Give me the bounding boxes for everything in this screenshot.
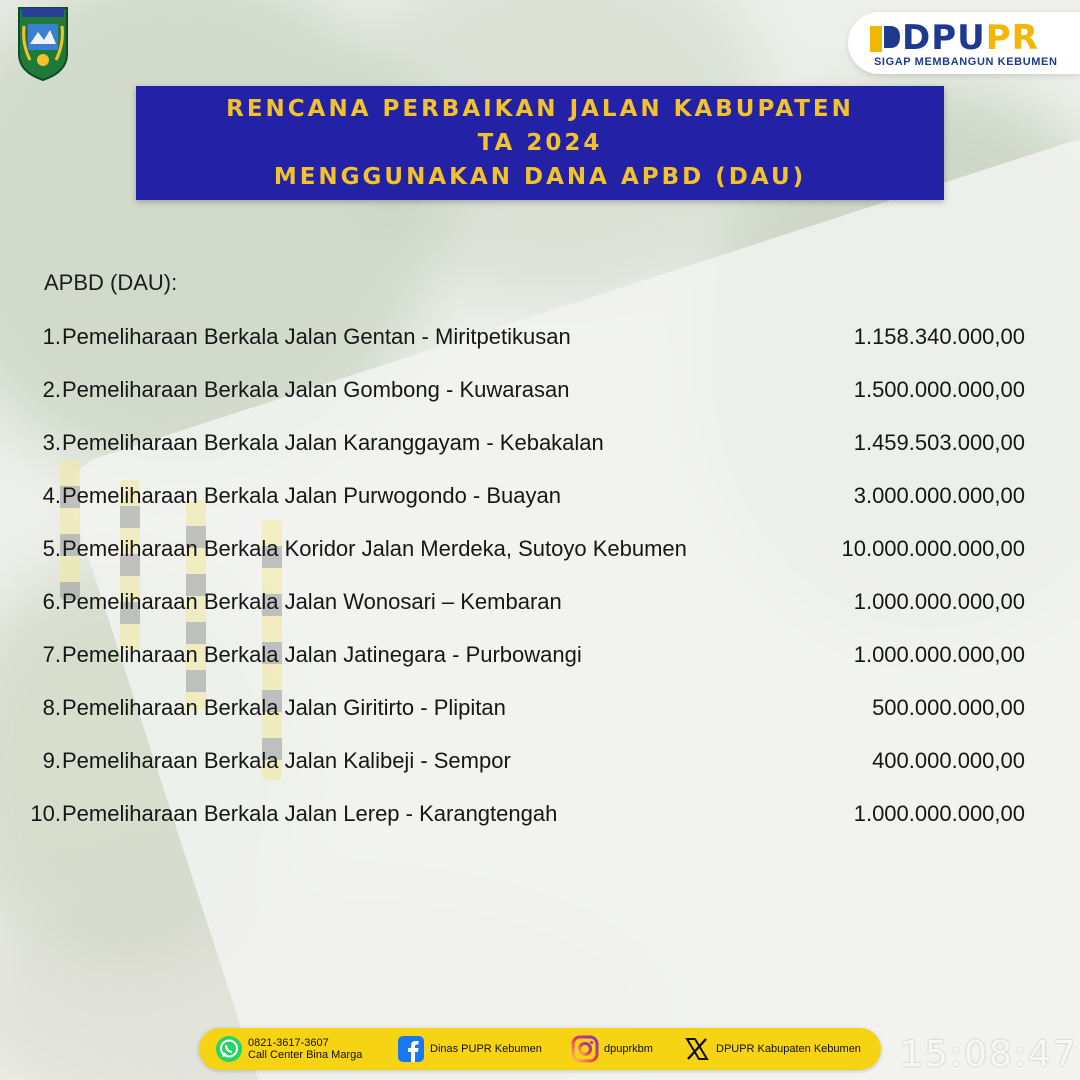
list-item (0, 471, 1080, 521)
dpupr-logo-icon (870, 24, 900, 59)
instagram-link[interactable] (571, 1028, 653, 1070)
title-line-2: TA 2024 (477, 130, 603, 156)
item-amount: 10.000.000.000,00 (841, 536, 1025, 561)
brand-tagline: SIGAP MEMBANGUN KEBUMEN (874, 56, 1058, 68)
item-number: 1. (42, 324, 61, 349)
item-name: Pemeliharaan Berkala Jalan Giritirto - Plipitan (62, 695, 506, 720)
list-item (0, 736, 1080, 786)
title-line-3: MENGGUNAKAN DANA APBD (DAU) (273, 164, 807, 190)
item-number: 5. (42, 536, 61, 561)
item-number: 3. (42, 430, 61, 455)
item-name: Pemeliharaan Berkala Jalan Lerep - Karangtengah (62, 801, 558, 826)
list-item (0, 365, 1080, 415)
item-amount: 1.158.340.000,00 (853, 324, 1025, 349)
call-center-label: Call Center Bina Marga (248, 1049, 363, 1061)
item-number: 2. (42, 377, 61, 402)
item-number: 9. (42, 748, 61, 773)
facebook-label: Dinas PUPR Kebumen (430, 1043, 542, 1055)
x-icon (683, 1035, 711, 1063)
item-name: Pemeliharaan Berkala Jalan Gentan - Miritpetikusan (62, 324, 571, 349)
item-number: 7. (42, 642, 61, 667)
item-name: Pemeliharaan Berkala Koridor Jalan Merdeka, Sutoyo Kebumen (62, 536, 687, 561)
item-name: Pemeliharaan Berkala Jalan Wonosari – Kembaran (62, 589, 562, 614)
item-name: Pemeliharaan Berkala Jalan Kalibeji - Sempor (62, 748, 511, 773)
list-item (0, 524, 1080, 574)
brand-wordmark: DPUPR (902, 18, 1039, 58)
section-label: APBD (DAU): (44, 270, 178, 295)
item-amount: 1.000.000.000,00 (853, 801, 1025, 826)
item-number: 6. (42, 589, 61, 614)
item-name: Pemeliharaan Berkala Jalan Gombong - Kuwarasan (62, 377, 570, 402)
page-title-banner (136, 86, 944, 200)
item-name: Pemeliharaan Berkala Jalan Jatinegara - Purbowangi (62, 642, 582, 667)
instagram-handle: dpuprkbm (604, 1043, 653, 1055)
item-amount: 1.000.000.000,00 (853, 589, 1025, 614)
item-name: Pemeliharaan Berkala Jalan Karanggayam - Kebakalan (62, 430, 604, 455)
item-amount: 400.000.000,00 (872, 748, 1025, 773)
list-item (0, 418, 1080, 468)
title-line-1: RENCANA PERBAIKAN JALAN KABUPATEN (226, 96, 854, 122)
item-name: Pemeliharaan Berkala Jalan Purwogondo - Buayan (62, 483, 561, 508)
item-amount: 1.459.503.000,00 (853, 430, 1025, 455)
facebook-icon (397, 1035, 425, 1063)
x-link[interactable] (683, 1028, 861, 1070)
list-item (0, 630, 1080, 680)
whatsapp-icon (215, 1035, 243, 1063)
kebumen-crest-logo (16, 4, 70, 82)
whatsapp-contact[interactable] (215, 1028, 362, 1070)
item-amount: 500.000.000,00 (872, 695, 1025, 720)
list-item (0, 683, 1080, 733)
contact-footer-bar (199, 1028, 881, 1070)
list-item (0, 312, 1080, 362)
dpupr-brand-badge (848, 12, 1080, 74)
item-number: 10. (30, 801, 61, 826)
instagram-icon (571, 1035, 599, 1063)
item-amount: 1.500.000.000,00 (853, 377, 1025, 402)
whatsapp-number: 0821-3617-3607 (248, 1037, 329, 1049)
list-item (0, 577, 1080, 627)
facebook-link[interactable] (397, 1028, 542, 1070)
item-amount: 3.000.000.000,00 (853, 483, 1025, 508)
x-label: DPUPR Kabupaten Kebumen (716, 1043, 861, 1055)
list-item (0, 789, 1080, 839)
item-number: 8. (42, 695, 61, 720)
item-amount: 1.000.000.000,00 (853, 642, 1025, 667)
item-number: 4. (42, 483, 61, 508)
timestamp-overlay: 15:08:47 (900, 1034, 1078, 1075)
